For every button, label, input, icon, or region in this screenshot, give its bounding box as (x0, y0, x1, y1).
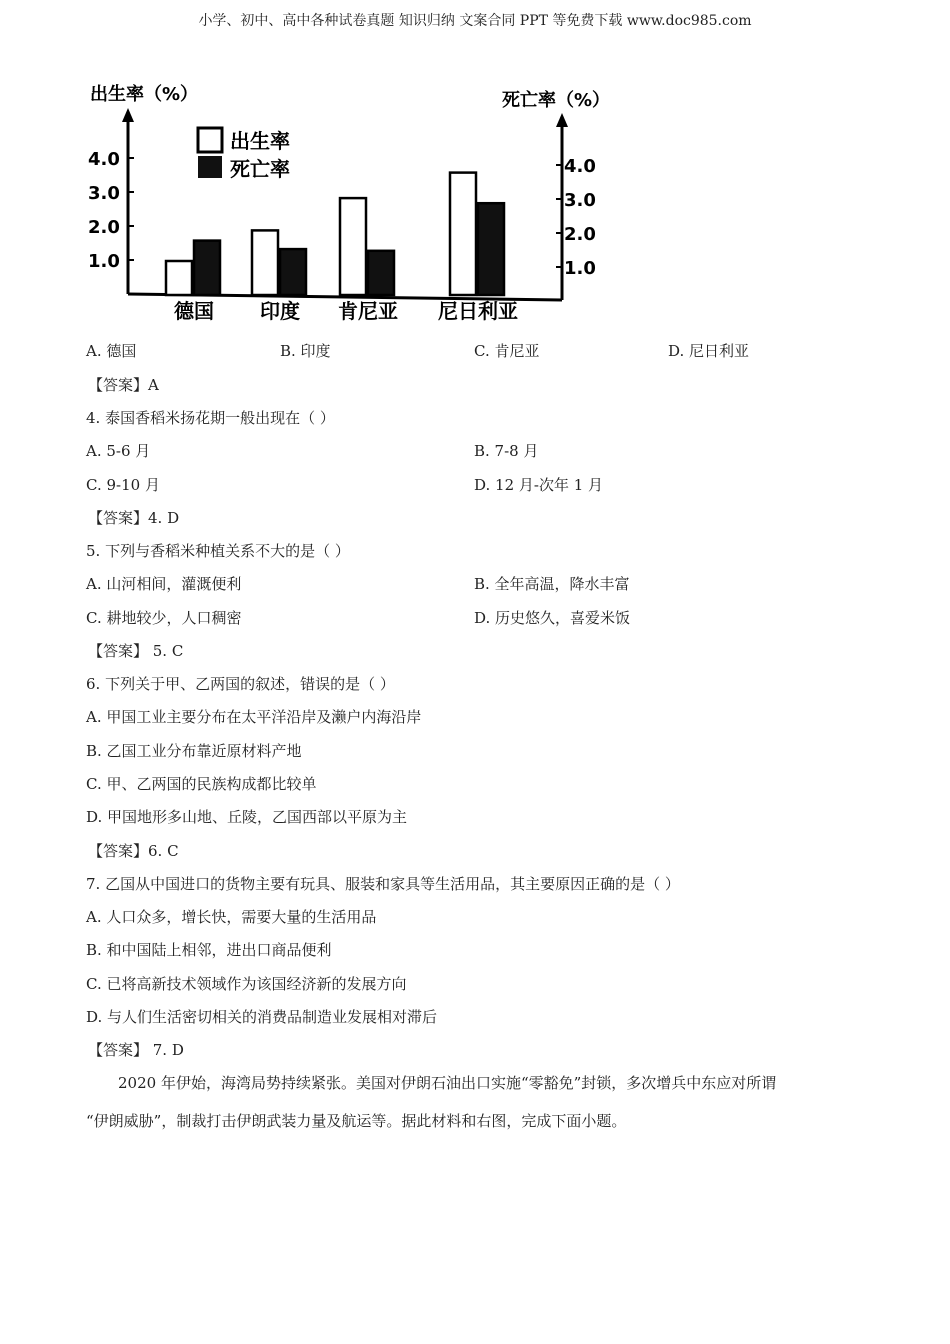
bar-death-rate (280, 249, 306, 295)
birth-death-rate-chart (80, 70, 640, 330)
q6-answer: 【答案】6. C (88, 842, 179, 860)
q5-answer: 【答案】 5. C (88, 642, 184, 660)
left-axis-label: 出生率（%） (90, 84, 199, 105)
legend-death-swatch (198, 156, 222, 178)
q6-option-b: B. 乙国工业分布靠近原材料产地 (86, 742, 302, 760)
q3-option-b: B. 印度 (280, 342, 331, 360)
q4-answer: 【答案】4. D (88, 509, 180, 527)
category-label: 德国 (174, 299, 214, 323)
q7-option-a: A. 人口众多，增长快，需要大量的生活用品 (86, 908, 377, 926)
bar-birth-rate (450, 173, 476, 295)
q5-option-a: A. 山河相间，灌溉便利 (86, 575, 242, 593)
category-label: 印度 (260, 299, 300, 323)
bar-birth-rate (166, 261, 192, 295)
material-line-1: 2020 年伊始，海湾局势持续紧张。美国对伊朗石油出口实施“零豁免”封锁，多次增兵中东应对所谓 (118, 1074, 777, 1092)
right-tick-label: 1.0 (564, 258, 596, 279)
q4-stem: 4. 泰国香稻米扬花期一般出现在（ ） (86, 409, 335, 427)
right-axis-label: 死亡率（%） (502, 90, 611, 111)
q3-option-a: A. 德国 (86, 342, 137, 360)
q6-option-c: C. 甲、乙两国的民族构成都比较单 (86, 775, 317, 793)
category-label: 肯尼亚 (338, 299, 398, 323)
q4-option-d: D. 12 月-次年 1 月 (474, 476, 604, 494)
q7-stem: 7. 乙国从中国进口的货物主要有玩具、服装和家具等生活用品，其主要原因正确的是（ ） (86, 875, 680, 893)
q7-option-c: C. 已将高新技术领域作为该国经济新的发展方向 (86, 975, 407, 993)
right-tick-label: 3.0 (564, 190, 596, 211)
q6-option-d: D. 甲国地形多山地、丘陵，乙国西部以平原为主 (86, 808, 408, 826)
q4-option-b: B. 7-8 月 (474, 442, 539, 460)
right-axis-arrow (556, 113, 568, 127)
left-tick-label: 3.0 (88, 183, 120, 204)
q7-answer: 【答案】 7. D (88, 1041, 184, 1059)
q5-option-d: D. 历史悠久，喜爱米饭 (474, 609, 631, 627)
bar-birth-rate (340, 198, 366, 295)
bar-death-rate (194, 241, 220, 295)
bar-death-rate (368, 251, 394, 295)
q6-option-a: A. 甲国工业主要分布在太平洋沿岸及濑户内海沿岸 (86, 708, 422, 726)
legend-birth-swatch (198, 128, 222, 152)
q5-stem: 5. 下列与香稻米种植关系不大的是（ ） (86, 542, 350, 560)
bar-birth-rate (252, 230, 278, 295)
left-tick-label: 1.0 (88, 251, 120, 272)
q4-option-c: C. 9-10 月 (86, 476, 160, 494)
q5-option-b: B. 全年高温，降水丰富 (474, 575, 630, 593)
q3-answer: 【答案】A (88, 376, 159, 394)
q3-option-d: D. 尼日利亚 (668, 342, 750, 360)
q4-option-a: A. 5-6 月 (86, 442, 151, 460)
legend-birth-label: 出生率 (230, 129, 290, 153)
q5-option-c: C. 耕地较少，人口稠密 (86, 609, 242, 627)
material-line-2: “伊朗威胁”，制裁打击伊朗武装力量及航运等。据此材料和右图，完成下面小题。 (86, 1112, 627, 1130)
left-axis-arrow (122, 108, 134, 122)
right-tick-label: 2.0 (564, 224, 596, 245)
right-tick-label: 4.0 (564, 156, 596, 177)
bar-death-rate (478, 203, 504, 295)
page-header: 小学、初中、高中各种试卷真题 知识归纳 文案合同 PPT 等免费下载 www.doc985.com (198, 13, 752, 29)
category-label: 尼日利亚 (438, 299, 518, 323)
q7-option-d: D. 与人们生活密切相关的消费品制造业发展相对滞后 (86, 1008, 438, 1026)
q6-stem: 6. 下列关于甲、乙两国的叙述，错误的是（ ） (86, 675, 395, 693)
legend-death-label: 死亡率 (230, 157, 290, 181)
left-tick-label: 4.0 (88, 149, 120, 170)
left-tick-label: 2.0 (88, 217, 120, 238)
q7-option-b: B. 和中国陆上相邻，进出口商品便利 (86, 941, 332, 959)
q3-option-c: C. 肯尼亚 (474, 342, 540, 360)
